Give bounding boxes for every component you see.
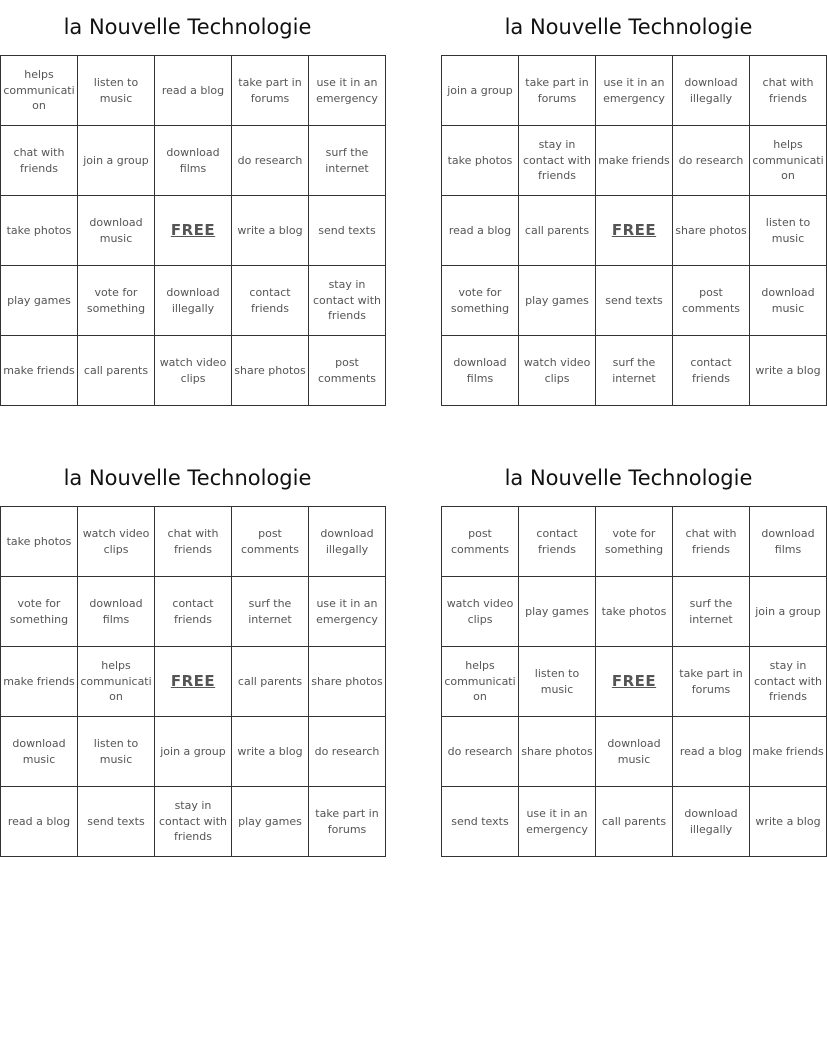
grid-cell: take photos (1, 507, 78, 577)
grid-cell: make friends (1, 647, 78, 717)
grid-row (442, 507, 827, 577)
free-space: FREE (596, 647, 673, 717)
grid-cell: vote for something (1, 577, 78, 647)
grid-cell: share photos (519, 717, 596, 787)
grid-cell: contact friends (519, 507, 596, 577)
grid-cell: use it in an emergency (309, 56, 386, 126)
grid-cell: contact friends (155, 577, 232, 647)
grid-cell: use it in an emergency (596, 56, 673, 126)
grid-cell: post comments (673, 266, 750, 336)
grid-cell: listen to music (519, 647, 596, 717)
grid-cell: share photos (673, 196, 750, 266)
grid-cell: listen to music (78, 56, 155, 126)
grid-cell: send texts (309, 196, 386, 266)
grid-cell: download films (78, 577, 155, 647)
grid-cell: chat with friends (155, 507, 232, 577)
grid-cell: play games (519, 577, 596, 647)
grid-row (442, 56, 827, 126)
grid-cell: take photos (596, 577, 673, 647)
bingo-grid (441, 55, 827, 406)
grid-cell: take photos (1, 196, 78, 266)
grid-cell: call parents (596, 787, 673, 857)
grid-cell: vote for something (78, 266, 155, 336)
grid-cell: join a group (78, 126, 155, 196)
grid-cell: send texts (596, 266, 673, 336)
grid-cell: stay in contact with friends (309, 266, 386, 336)
grid-cell: share photos (309, 647, 386, 717)
grid-cell: call parents (519, 196, 596, 266)
grid-cell: download films (442, 336, 519, 406)
grid-cell: make friends (596, 126, 673, 196)
grid-row (442, 717, 827, 787)
free-space: FREE (155, 196, 232, 266)
grid-row (442, 647, 827, 717)
grid-cell: read a blog (155, 56, 232, 126)
grid-row (442, 336, 827, 406)
grid-cell: download illegally (673, 787, 750, 857)
grid-cell: write a blog (750, 787, 827, 857)
grid-cell: chat with friends (1, 126, 78, 196)
grid-cell: write a blog (232, 717, 309, 787)
grid-cell: read a blog (442, 196, 519, 266)
grid-row (442, 266, 827, 336)
grid-cell: chat with friends (673, 507, 750, 577)
grid-cell: play games (1, 266, 78, 336)
grid-cell: download illegally (155, 266, 232, 336)
grid-cell: do research (309, 717, 386, 787)
grid-cell: share photos (232, 336, 309, 406)
grid-cell: take part in forums (673, 647, 750, 717)
grid-cell: contact friends (232, 266, 309, 336)
grid-cell: download music (78, 196, 155, 266)
grid-cell: join a group (750, 577, 827, 647)
card-title: la Nouvelle Technologie (504, 466, 753, 490)
grid-cell: listen to music (750, 196, 827, 266)
grid-cell: download illegally (673, 56, 750, 126)
grid-cell: helps communication (442, 647, 519, 717)
free-space: FREE (596, 196, 673, 266)
grid-cell: download music (596, 717, 673, 787)
grid-cell: vote for something (596, 507, 673, 577)
grid-cell: do research (442, 717, 519, 787)
grid-cell: helps communication (1, 56, 78, 126)
grid-cell: download films (155, 126, 232, 196)
grid-cell: download music (1, 717, 78, 787)
grid-cell: contact friends (673, 336, 750, 406)
card-title: la Nouvelle Technologie (63, 15, 312, 39)
card-title: la Nouvelle Technologie (63, 466, 312, 490)
grid-cell: join a group (442, 56, 519, 126)
grid-cell: watch video clips (78, 507, 155, 577)
grid-cell: join a group (155, 717, 232, 787)
grid-cell: do research (232, 126, 309, 196)
grid-cell: read a blog (1, 787, 78, 857)
bingo-grid (0, 55, 386, 406)
grid-cell: send texts (78, 787, 155, 857)
grid-cell: play games (232, 787, 309, 857)
grid-row (442, 196, 827, 266)
card-title: la Nouvelle Technologie (504, 15, 753, 39)
grid-row (1, 507, 386, 577)
grid-cell: surf the internet (596, 336, 673, 406)
grid-cell: chat with friends (750, 56, 827, 126)
grid-cell: use it in an emergency (309, 577, 386, 647)
grid-cell: take photos (442, 126, 519, 196)
grid-cell: post comments (232, 507, 309, 577)
bingo-card-3 (0, 451, 383, 857)
grid-row (442, 126, 827, 196)
grid-cell: stay in contact with friends (519, 126, 596, 196)
bingo-card-4 (441, 451, 824, 857)
grid-cell: watch video clips (442, 577, 519, 647)
grid-row (442, 787, 827, 857)
grid-cell: stay in contact with friends (750, 647, 827, 717)
grid-cell: read a blog (673, 717, 750, 787)
grid-cell: surf the internet (232, 577, 309, 647)
grid-cell: listen to music (78, 717, 155, 787)
bingo-card-2 (441, 0, 824, 406)
grid-cell: take part in forums (232, 56, 309, 126)
grid-cell: do research (673, 126, 750, 196)
free-space: FREE (155, 647, 232, 717)
grid-cell: post comments (442, 507, 519, 577)
grid-cell: helps communication (78, 647, 155, 717)
grid-row (1, 196, 386, 266)
grid-cell: use it in an emergency (519, 787, 596, 857)
grid-row (442, 577, 827, 647)
grid-cell: watch video clips (519, 336, 596, 406)
grid-cell: take part in forums (519, 56, 596, 126)
grid-cell: download illegally (309, 507, 386, 577)
grid-row (1, 717, 386, 787)
grid-cell: call parents (232, 647, 309, 717)
grid-cell: surf the internet (309, 126, 386, 196)
grid-cell: write a blog (232, 196, 309, 266)
grid-row (1, 336, 386, 406)
bingo-grid (441, 506, 827, 857)
grid-cell: make friends (750, 717, 827, 787)
grid-cell: send texts (442, 787, 519, 857)
bingo-grid (0, 506, 386, 857)
grid-row (1, 577, 386, 647)
grid-cell: vote for something (442, 266, 519, 336)
grid-cell: write a blog (750, 336, 827, 406)
grid-cell: helps communication (750, 126, 827, 196)
grid-row (1, 126, 386, 196)
grid-row (1, 266, 386, 336)
grid-row (1, 647, 386, 717)
grid-cell: download films (750, 507, 827, 577)
grid-cell: stay in contact with friends (155, 787, 232, 857)
grid-cell: make friends (1, 336, 78, 406)
grid-cell: surf the internet (673, 577, 750, 647)
grid-cell: watch video clips (155, 336, 232, 406)
grid-row (1, 56, 386, 126)
grid-row (1, 787, 386, 857)
grid-cell: download music (750, 266, 827, 336)
grid-cell: call parents (78, 336, 155, 406)
bingo-card-1 (0, 0, 381, 406)
grid-cell: post comments (309, 336, 386, 406)
grid-cell: take part in forums (309, 787, 386, 857)
grid-cell: play games (519, 266, 596, 336)
